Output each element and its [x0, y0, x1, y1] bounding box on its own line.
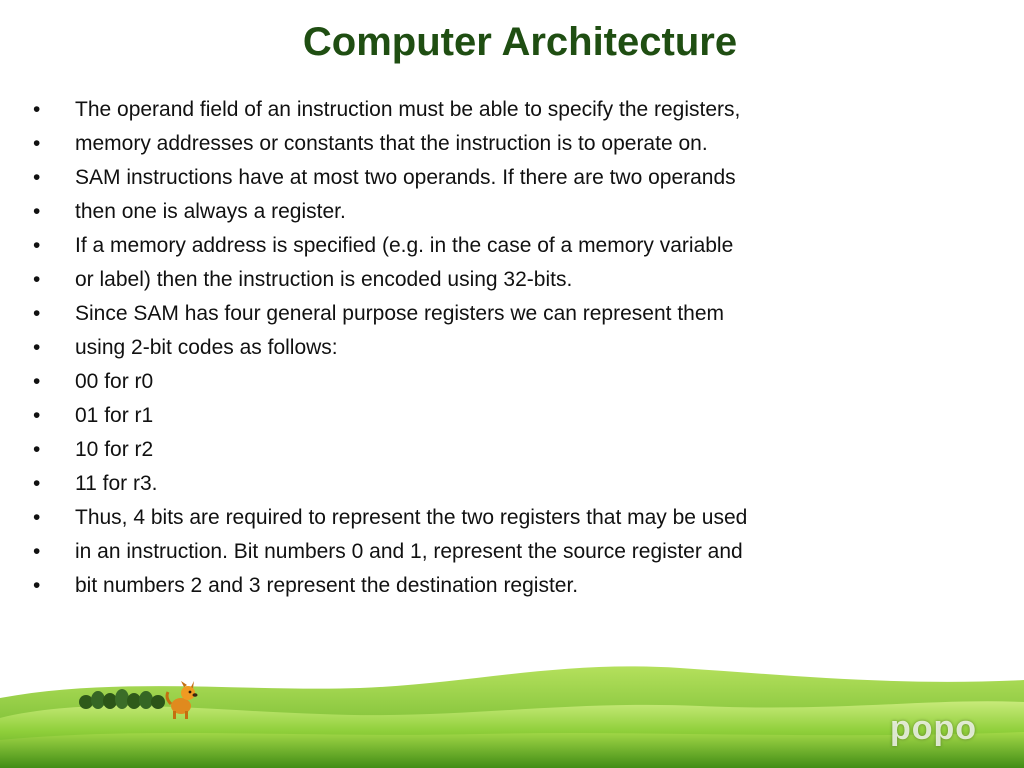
bullet-dot: • — [33, 370, 41, 393]
bullet-dot: • — [33, 540, 41, 563]
bullet-dot: • — [33, 404, 41, 427]
bullet-text: If a memory address is specified (e.g. in the case of a memory variable — [75, 234, 734, 257]
bullet-text: 01 for r1 — [75, 404, 154, 427]
bullet-dot: • — [33, 302, 41, 325]
bullet-item — [33, 365, 1003, 399]
brand-logo: popo — [890, 709, 978, 747]
bullet-text: bit numbers 2 and 3 represent the destination register. — [75, 574, 579, 597]
bullet-item — [33, 93, 1003, 127]
bullet-item — [33, 161, 1003, 195]
bullet-dot: • — [33, 166, 41, 189]
slide-title: Computer Architecture — [302, 20, 738, 64]
bullet-dot: • — [33, 472, 41, 495]
bullet-dot: • — [33, 574, 41, 597]
bullet-item — [33, 297, 1003, 331]
bullet-item — [33, 433, 1003, 467]
bullet-dot: • — [33, 98, 41, 121]
bullet-text: in an instruction. Bit numbers 0 and 1, represent the source register and — [75, 540, 743, 563]
bullet-item — [33, 331, 1003, 365]
bullet-item — [33, 127, 1003, 161]
bullet-text: 10 for r2 — [75, 438, 154, 461]
bullet-item — [33, 399, 1003, 433]
bullet-dot: • — [33, 200, 41, 223]
bullet-dot: • — [33, 506, 41, 529]
bullet-text: The operand field of an instruction must be able to specify the registers, — [75, 98, 741, 121]
bullet-text: Thus, 4 bits are required to represent the two registers that may be used — [75, 506, 748, 529]
bullet-item — [33, 195, 1003, 229]
dog-icon — [164, 680, 200, 720]
bullet-dot: • — [33, 132, 41, 155]
bullet-list — [33, 93, 1003, 603]
bullet-text: then one is always a register. — [75, 200, 346, 223]
bullet-text: 00 for r0 — [75, 370, 154, 393]
bullet-text: SAM instructions have at most two operands. If there are two operands — [75, 166, 736, 189]
bullet-text: Since SAM has four general purpose registers we can represent them — [75, 302, 725, 325]
bullet-dot: • — [33, 438, 41, 461]
bullet-item — [33, 569, 1003, 603]
bullet-text: memory addresses or constants that the instruction is to operate on. — [75, 132, 708, 155]
bullet-text: using 2-bit codes as follows: — [75, 336, 338, 359]
bullet-text: 11 for r3. — [75, 472, 158, 495]
bullet-dot: • — [33, 268, 41, 291]
bullet-item — [33, 501, 1003, 535]
bullet-item — [33, 467, 1003, 501]
bullet-dot: • — [33, 234, 41, 257]
bullet-text: or label) then the instruction is encoded using 32-bits. — [75, 268, 573, 291]
bullet-item — [33, 535, 1003, 569]
bullet-item — [33, 229, 1003, 263]
trees-icon — [78, 688, 168, 710]
bullet-item — [33, 263, 1003, 297]
bullet-dot: • — [33, 336, 41, 359]
